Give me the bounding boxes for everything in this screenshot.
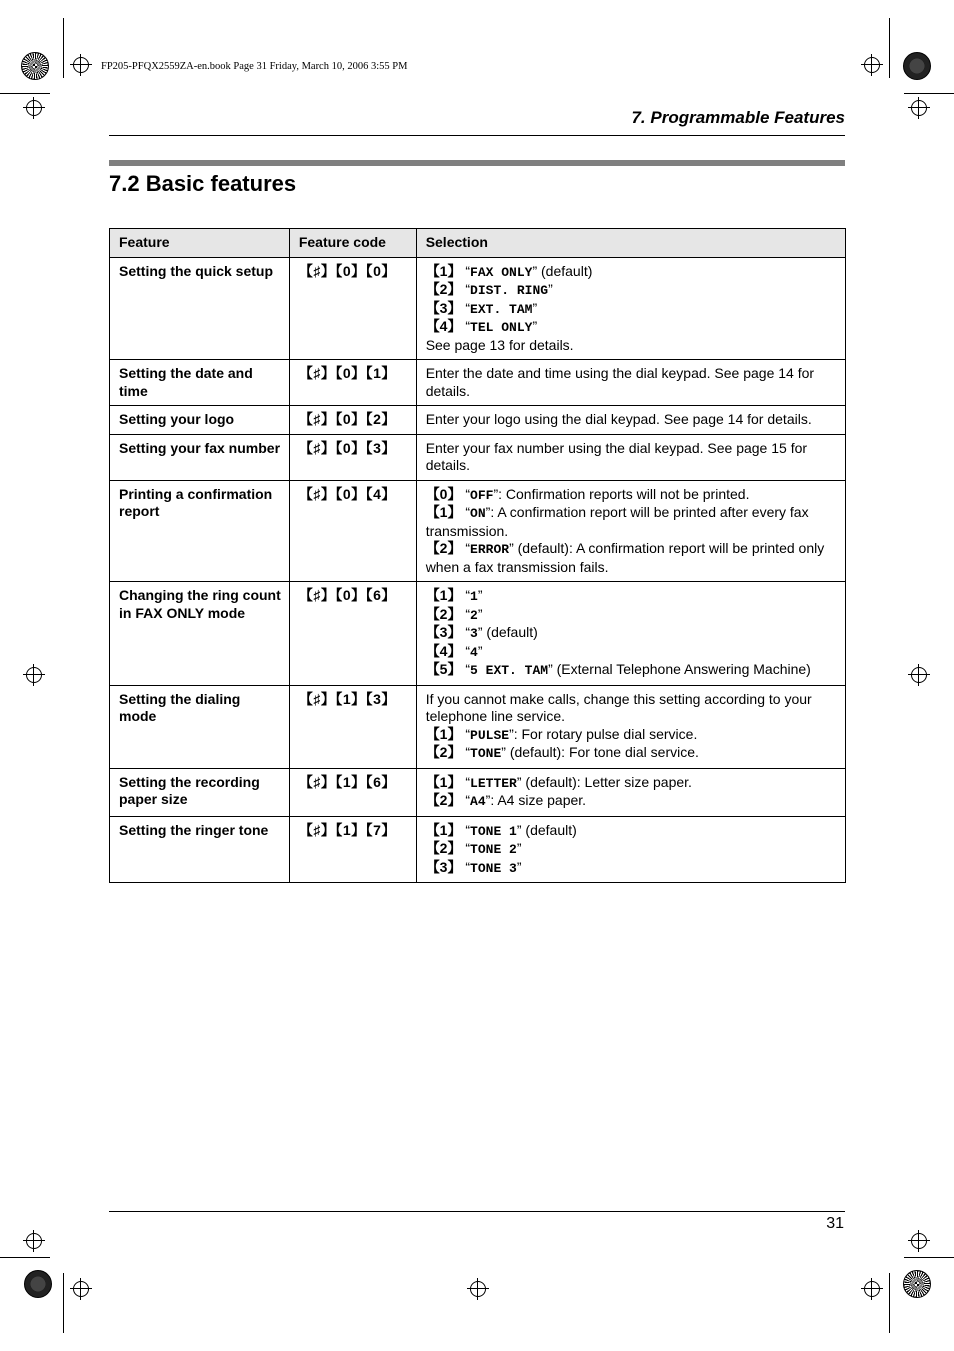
selection-option xyxy=(426,624,837,643)
option-text: “ xyxy=(461,318,471,334)
option-value: TEL ONLY xyxy=(470,320,533,335)
option-text: ” xyxy=(477,587,483,603)
option-value: 2 xyxy=(470,607,478,623)
selection-option xyxy=(426,504,837,540)
option-text: “ xyxy=(461,485,471,502)
option-key: 【5】 xyxy=(425,661,462,677)
option-text: “ xyxy=(461,840,471,856)
selection-option xyxy=(426,263,837,282)
selection-option xyxy=(426,365,837,400)
registration-target-icon xyxy=(26,667,42,683)
option-text: ” (default): Letter size paper. xyxy=(516,773,692,790)
feature-code: 【♯】【1】【3】 xyxy=(289,685,416,768)
page-number: 31 xyxy=(826,1215,844,1232)
color-wheel-icon xyxy=(903,52,931,80)
column-header-feature: Feature xyxy=(110,229,290,258)
option-value: 1 xyxy=(470,589,478,604)
registration-target-icon xyxy=(73,1281,89,1297)
feature-name: Setting the quick setup xyxy=(110,257,290,360)
option-text: ” xyxy=(477,605,483,622)
option-value: 5 EXT. TAM xyxy=(470,663,549,678)
table-row xyxy=(110,480,846,582)
option-text: ” xyxy=(532,299,538,316)
column-header-feature-code: Feature code xyxy=(289,229,416,258)
option-text: “ xyxy=(461,587,471,603)
table-row xyxy=(110,406,846,435)
option-text: ” (External Telephone Answering Machine) xyxy=(548,661,811,677)
selection-option xyxy=(426,840,837,859)
option-key: 【2】 xyxy=(425,281,462,297)
option-text: ” xyxy=(516,840,522,856)
option-key: 【2】 xyxy=(425,792,462,808)
option-text: ”: For rotary pulse dial service. xyxy=(509,725,698,742)
feature-code: 【♯】【0】【6】 xyxy=(289,582,416,686)
feature-name: Setting the date and time xyxy=(110,360,290,406)
column-header-selection: Selection xyxy=(416,229,845,258)
option-text: “ xyxy=(461,605,471,622)
table-header-row xyxy=(110,229,846,258)
option-value: PULSE xyxy=(470,727,510,743)
section-bar xyxy=(109,160,845,166)
option-value: FAX ONLY xyxy=(470,264,533,280)
selection-cell xyxy=(416,816,845,883)
selection-option xyxy=(426,440,837,475)
option-value: TONE 1 xyxy=(470,823,517,839)
chapter-title: 7. Programmable Features xyxy=(631,108,845,127)
selection-option xyxy=(426,606,837,625)
option-value: OFF xyxy=(470,487,494,503)
option-value: TONE 3 xyxy=(470,860,517,876)
option-value: 4 xyxy=(470,644,478,660)
option-text: ” (default) xyxy=(516,821,577,838)
registration-target-icon xyxy=(73,57,89,73)
registration-target-icon xyxy=(864,57,880,73)
option-value: 3 xyxy=(470,626,478,641)
selection-option xyxy=(426,337,837,355)
feature-code: 【♯】【0】【0】 xyxy=(289,257,416,360)
table-row xyxy=(110,434,846,480)
option-key: 【2】 xyxy=(425,540,462,556)
option-value: LETTER xyxy=(470,775,517,791)
feature-name: Setting your logo xyxy=(110,406,290,435)
selection-cell xyxy=(416,257,845,360)
option-value: TONE 2 xyxy=(470,842,517,857)
selection-cell xyxy=(416,685,845,768)
registration-target-icon xyxy=(470,1281,486,1297)
selection-cell xyxy=(416,480,845,582)
option-key: 【1】 xyxy=(425,821,462,838)
printer-slug: FP205-PFQX2559ZA-en.book Page 31 Friday, March 10, 2006 3:55 PM xyxy=(101,61,408,72)
option-value: A4 xyxy=(470,794,486,809)
feature-name: Setting your fax number xyxy=(110,434,290,480)
option-text: “ xyxy=(461,792,471,808)
option-key: 【1】 xyxy=(425,725,462,742)
section-title: 7.2 Basic features xyxy=(109,171,297,196)
selection-option xyxy=(426,486,837,505)
feature-code: 【♯】【1】【7】 xyxy=(289,816,416,883)
option-text: “ xyxy=(461,661,471,677)
feature-code: 【♯】【0】【4】 xyxy=(289,480,416,582)
table-row xyxy=(110,685,846,768)
registration-target-icon xyxy=(864,1281,880,1297)
option-key: 【4】 xyxy=(425,318,462,334)
option-text: ”: A4 size paper. xyxy=(485,792,587,808)
selection-option xyxy=(426,643,837,662)
selection-option xyxy=(426,300,837,319)
option-text: Enter your fax number using the dial keypad. See page 15 for details. xyxy=(425,439,808,473)
option-text: “ xyxy=(461,642,471,659)
feature-code: 【♯】【0】【3】 xyxy=(289,434,416,480)
selection-option xyxy=(426,859,837,878)
table-row xyxy=(110,768,846,816)
option-text: “ xyxy=(461,821,471,838)
option-text: ” (default): A confirmation report will be printed only when a fax transmission fails. xyxy=(425,540,825,575)
selection-option xyxy=(426,691,837,726)
color-wheel-icon xyxy=(24,1270,52,1298)
option-key: 【1】 xyxy=(425,262,462,279)
option-key: 【2】 xyxy=(425,744,462,760)
color-wheel-icon xyxy=(21,52,49,80)
option-value: ERROR xyxy=(470,542,510,557)
feature-name: Changing the ring count in FAX ONLY mode xyxy=(110,582,290,686)
selection-cell xyxy=(416,582,845,686)
selection-option xyxy=(426,774,837,793)
selection-option xyxy=(426,822,837,841)
option-text: See page 13 for details. xyxy=(425,336,574,353)
option-text: “ xyxy=(461,540,471,556)
feature-name: Setting the dialing mode xyxy=(110,685,290,768)
option-text: ” xyxy=(532,318,538,334)
option-text: “ xyxy=(461,624,471,640)
selection-cell xyxy=(416,360,845,406)
selection-cell xyxy=(416,434,845,480)
selection-option xyxy=(426,744,837,763)
option-key: 【0】 xyxy=(425,485,462,502)
option-value: EXT. TAM xyxy=(470,301,533,317)
option-text: ”: A confirmation report will be printed after every fax transmission. xyxy=(425,504,809,539)
option-text: ” (default): For tone dial service. xyxy=(501,744,699,760)
selection-option xyxy=(426,792,837,811)
option-text: ” xyxy=(516,858,522,875)
table-row xyxy=(110,816,846,883)
table-row xyxy=(110,360,846,406)
header-rule xyxy=(109,135,845,136)
color-wheel-icon xyxy=(903,1270,931,1298)
footer-rule xyxy=(109,1211,845,1212)
option-text: “ xyxy=(461,744,471,760)
selection-option xyxy=(426,318,837,337)
option-key: 【2】 xyxy=(425,605,462,622)
registration-target-icon xyxy=(911,100,927,116)
registration-target-icon xyxy=(911,1233,927,1249)
option-text: ” xyxy=(548,281,553,297)
feature-code: 【♯】【1】【6】 xyxy=(289,768,416,816)
option-value: DIST. RING xyxy=(470,283,549,298)
feature-name: Setting the recording paper size xyxy=(110,768,290,816)
option-text: Enter the date and time using the dial keypad. See page 14 for details. xyxy=(425,365,815,399)
table-row xyxy=(110,582,846,686)
feature-name: Setting the ringer tone xyxy=(110,816,290,883)
option-text: ” xyxy=(477,642,483,659)
option-text: “ xyxy=(461,299,471,316)
option-text: “ xyxy=(461,773,471,790)
option-text: ” (default) xyxy=(477,624,538,640)
feature-code: 【♯】【0】【1】 xyxy=(289,360,416,406)
selection-cell xyxy=(416,768,845,816)
selection-option xyxy=(426,411,837,429)
option-text: ”: Confirmation reports will not be printed. xyxy=(493,485,750,502)
feature-name: Printing a confirmation report xyxy=(110,480,290,582)
option-key: 【2】 xyxy=(425,840,462,856)
option-text: Enter your logo using the dial keypad. See page 14 for details. xyxy=(425,411,812,427)
option-text: “ xyxy=(461,281,471,297)
option-text: If you cannot make calls, change this setting according to your telephone line service. xyxy=(425,690,812,724)
option-key: 【1】 xyxy=(425,587,462,603)
option-key: 【3】 xyxy=(425,858,462,875)
registration-target-icon xyxy=(26,100,42,116)
feature-code: 【♯】【0】【2】 xyxy=(289,406,416,435)
table-row xyxy=(110,257,846,360)
features-table xyxy=(109,228,846,883)
option-text: “ xyxy=(461,262,471,279)
option-value: ON xyxy=(470,506,486,521)
option-key: 【4】 xyxy=(425,642,462,659)
option-key: 【3】 xyxy=(425,624,462,640)
option-key: 【1】 xyxy=(425,773,462,790)
selection-option xyxy=(426,540,837,576)
selection-option xyxy=(426,726,837,745)
option-text: “ xyxy=(461,504,471,520)
selection-option xyxy=(426,661,837,680)
registration-target-icon xyxy=(911,667,927,683)
option-key: 【1】 xyxy=(425,504,462,520)
option-value: TONE xyxy=(470,746,502,761)
option-text: “ xyxy=(461,858,471,875)
option-key: 【3】 xyxy=(425,299,462,316)
registration-target-icon xyxy=(26,1233,42,1249)
selection-option xyxy=(426,587,837,606)
selection-cell xyxy=(416,406,845,435)
selection-option xyxy=(426,281,837,300)
option-text: “ xyxy=(461,725,471,742)
option-text: ” (default) xyxy=(532,262,593,279)
